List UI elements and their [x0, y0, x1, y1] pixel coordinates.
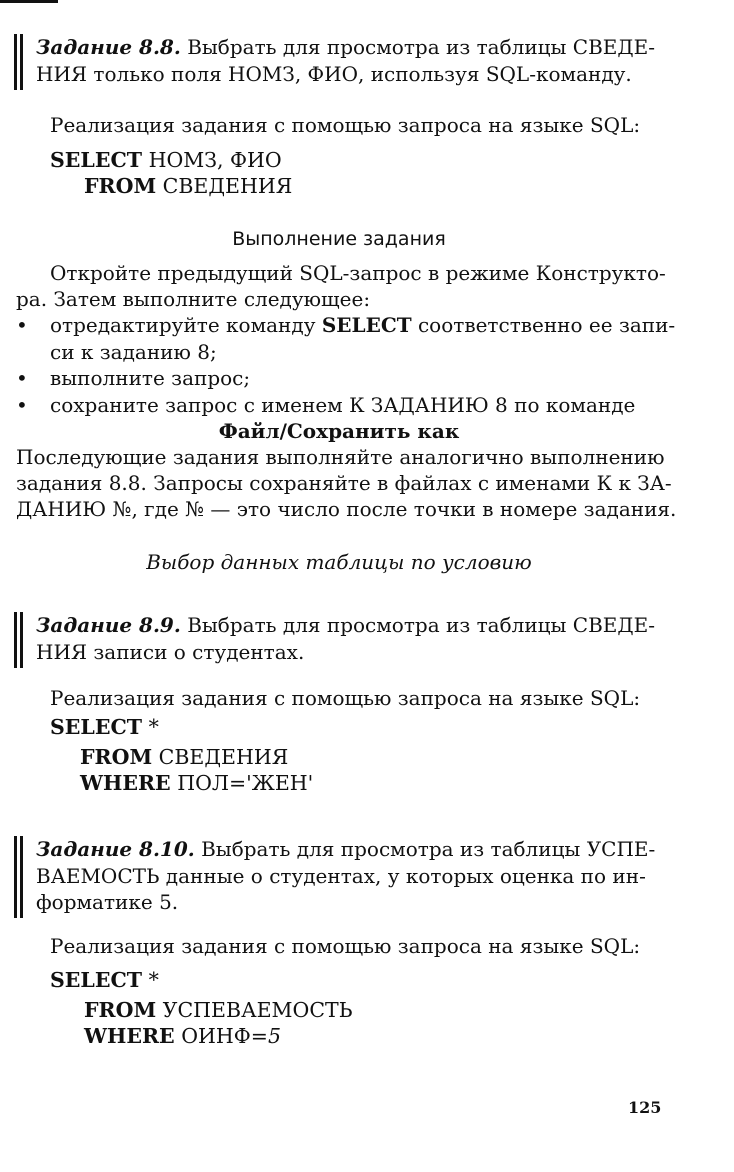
sql-line: [50, 714, 159, 741]
task-line: форматике 5.: [36, 890, 179, 914]
menu-command: Файл/Сохранить как: [218, 419, 460, 443]
bullet-list: [16, 312, 676, 418]
implementation-caption: Реализация задания с помощью запроса на языке SQL:: [50, 934, 641, 958]
task-label: Задание 8.8.: [36, 35, 181, 59]
bullet-text: отредактируйте команду: [50, 313, 322, 337]
sql-text: НОМЗ, ФИО: [142, 148, 282, 172]
implementation-caption: Реализация задания с помощью запроса на языке SQL:: [50, 113, 641, 137]
sql-text: *: [142, 715, 159, 739]
top-rule: [0, 0, 58, 3]
sql-keyword: WHERE: [80, 771, 171, 795]
paragraph-line: Последующие задания выполняйте аналогично выполнению: [16, 445, 665, 469]
sql-text: ПОЛ='ЖЕН': [170, 771, 314, 795]
sql-line: [80, 770, 313, 797]
sql-line: [50, 147, 282, 174]
sql-keyword: SELECT: [50, 148, 143, 172]
bullet-item: [16, 312, 676, 365]
sql-keyword: SELECT: [50, 968, 143, 992]
sql-keyword: FROM: [84, 998, 157, 1022]
sql-line: [80, 744, 288, 771]
task-8-8: [14, 34, 674, 90]
task-margin-bars: [14, 836, 23, 918]
task-8-10: [14, 836, 674, 918]
bullet-item: [16, 365, 676, 392]
sql-line: [84, 997, 353, 1024]
task-8-9-text: [36, 612, 674, 665]
sql-keyword: FROM: [84, 174, 157, 198]
task-line: Выбрать для просмотра из таблицы СВЕДЕ-: [187, 613, 656, 637]
task-margin-bars: [14, 612, 23, 668]
paragraph-line: задания 8.8. Запросы сохраняйте в файлах с именами К к ЗА-: [16, 471, 672, 495]
task-margin-bars: [14, 34, 23, 90]
paragraph-line: ра. Затем выполните следующее:: [16, 287, 371, 311]
task-line: Выбрать для просмотра из таблицы СВЕДЕ-: [187, 35, 656, 59]
implementation-caption: Реализация задания с помощью запроса на языке SQL:: [50, 686, 641, 710]
task-8-8-text: [36, 34, 674, 87]
bullet-text: сохраните запрос с именем К ЗАДАНИЮ 8 по команде: [50, 392, 636, 417]
task-8-9: [14, 612, 674, 668]
sql-text: УСПЕВАЕМОСТЬ: [156, 998, 353, 1022]
paragraph-line: ДАНИЮ №, где № — это число после точки в номере задания.: [16, 497, 677, 521]
task-8-10-text: [36, 836, 674, 916]
sql-keyword: FROM: [80, 745, 153, 769]
sql-text: СВЕДЕНИЯ: [152, 745, 289, 769]
paragraph-line: Откройте предыдущий SQL-запрос в режиме Конструкто-: [50, 261, 666, 285]
sql-text: ОИНФ=: [174, 1024, 268, 1048]
task-label: Задание 8.10.: [36, 837, 195, 861]
task-line: Выбрать для просмотра из таблицы УСПЕ-: [201, 837, 656, 861]
bullet-text: си к заданию 8;: [50, 339, 217, 364]
sql-line: [84, 173, 292, 200]
sql-keyword: SELECT: [321, 313, 412, 337]
sql-keyword: WHERE: [84, 1024, 175, 1048]
section-title: Выбор данных таблицы по условию: [146, 550, 532, 574]
task-line: НИЯ записи о студентах.: [36, 639, 305, 664]
sql-keyword: SELECT: [50, 715, 143, 739]
sql-text: *: [142, 968, 159, 992]
sql-line: [84, 1023, 281, 1050]
task-label: Задание 8.9.: [36, 613, 181, 637]
sql-line: [50, 967, 159, 994]
task-line: НИЯ только поля НОМЗ, ФИО, используя SQL-команду.: [36, 61, 632, 86]
bullet-text: выполните запрос;: [50, 366, 251, 390]
task-line: ВАЕМОСТЬ данные о студентах, у которых оценка по ин-: [36, 863, 646, 888]
section-heading: Выполнение задания: [232, 228, 446, 250]
sql-number: 5: [267, 1024, 282, 1048]
bullet-item: [16, 392, 676, 419]
sql-text: СВЕДЕНИЯ: [156, 174, 293, 198]
page-number: 125: [628, 1098, 662, 1117]
bullet-text: соответственно ее запи-: [411, 313, 676, 337]
